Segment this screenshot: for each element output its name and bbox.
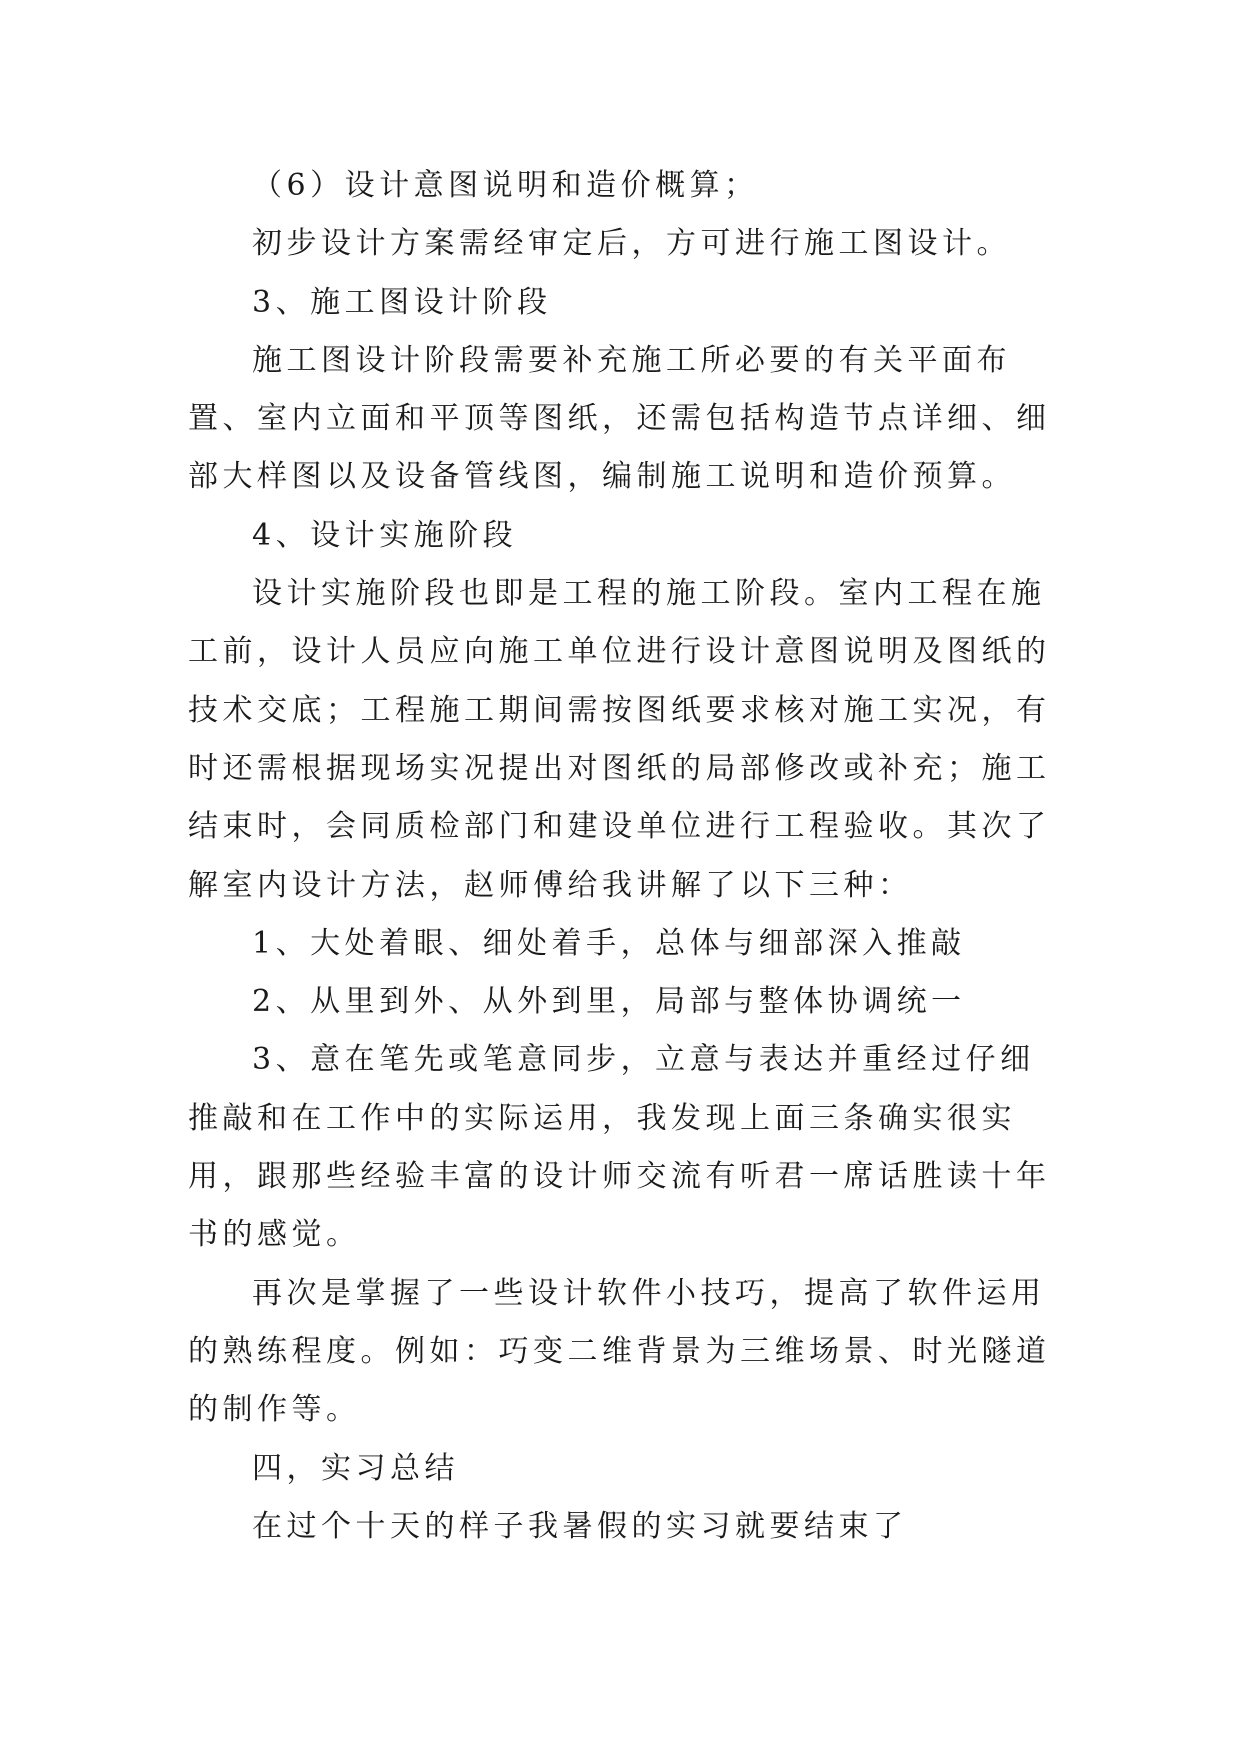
heading-construction-drawing-stage: 3、施工图设计阶段: [252, 284, 552, 320]
list-item-method-1: 1、大处着眼、细处着手，总体与细部深入推敲: [252, 925, 966, 961]
paragraph-software-skills: 再次是掌握了一些设计软件小技巧，提高了软件运用的熟练程度。例如：巧变二维背景为三维场景、时光隧道的制作等。: [188, 1275, 1051, 1428]
heading-internship-summary: 四，实习总结: [252, 1450, 459, 1486]
list-item-method-2: 2、从里到外、从外到里，局部与整体协调统一: [252, 984, 966, 1020]
paragraph-construction-drawing: 施工图设计阶段需要补充施工所必要的有关平面布置、室内立面和平顶等图纸，还需包括构造节点详细、细部大样图以及设备管线图，编制施工说明和造价预算。: [188, 342, 1051, 495]
paragraph-summary-start: 在过个十天的样子我暑假的实习就要结束了: [252, 1508, 908, 1544]
list-item-method-3: 3、意在笔先或笔意同步，立意与表达并重经过仔细推敲和在工作中的实际运用，我发现上面三条确实很实用，跟那些经验丰富的设计师交流有听君一席话胜读十年书的感觉。: [188, 1042, 1051, 1253]
paragraph-implementation: 设计实施阶段也即是工程的施工阶段。室内工程在施工前，设计人员应向施工单位进行设计意图说明及图纸的技术交底；工程施工期间需按图纸要求核对施工实况，有时还需根据现场实况提出对图纸的局部修改或补充；施工结束时，会同质检部门和建设单位进行工程验收。其次了解室内设计方法，赵师傅给我讲解了以下三种：: [188, 576, 1051, 903]
paragraph-preliminary-approval: 初步设计方案需经审定后，方可进行施工图设计。: [252, 226, 1011, 262]
paragraph-design-intent-item: （6）设计意图说明和造价概算；: [252, 168, 759, 203]
document-body: [188, 157, 1058, 1556]
heading-implementation-stage: 4、设计实施阶段: [252, 517, 518, 553]
